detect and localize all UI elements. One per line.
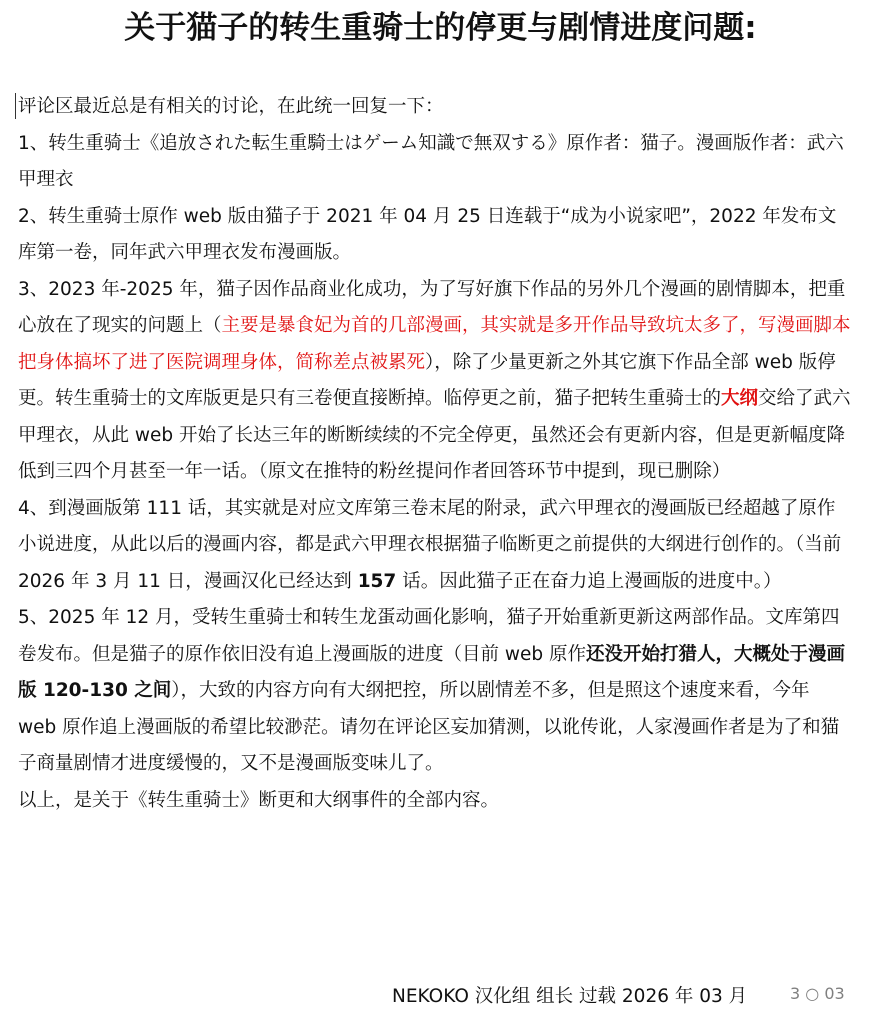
item-4-chapter-count: 157 — [357, 570, 397, 592]
closing-paragraph: 以上，是关于《转生重骑士》断更和大纲事件的全部内容。 — [18, 789, 500, 811]
item-3-text-c: 交给了武六甲理衣，从此 web 开始了长达三年的断断续续的不完全停更，虽然还会有更新内容，但是更新幅度降低到三四个月甚至一年一话。（原文在推特的粉丝提问作者回答环节中提到，现已删除） — [18, 388, 851, 482]
item-3-paragraph — [18, 272, 853, 491]
item-3-outline-emphasis: 大纲 — [721, 388, 759, 409]
item-5-text-a: 5、2025 年 12 月，受转生重骑士和转生龙蛋动画化影响，猫子开始重新更新这两部作品。文库第四卷发布。但是猫子的原作依旧没有追上漫画版的进度（目前 web 原作 — [18, 607, 840, 665]
item-5-paragraph — [18, 600, 853, 783]
item-1-paragraph: 1、转生重骑士《追放された転生重騎士はゲーム知識で無双する》原作者：猫子。漫画版作者：武六甲理衣 — [18, 132, 844, 190]
signature-line: NEKOKO 汉化组 组长 过载 2026 年 03 月 — [392, 986, 748, 1007]
document-title: 关于猫子的转生重骑士的停更与剧情进度问题: — [124, 10, 757, 46]
item-3-text-b: ），除了少量更新之外其它旗下作品全部 web 版停更。转生重骑士的文库版更是只有三卷便直接断掉。临停更之前，猫子把转生重骑士的 — [18, 351, 836, 409]
item-4-text-b: 话。因此猫子正在奋力追上漫画版的进度中。） — [396, 570, 782, 592]
document-body — [18, 89, 853, 819]
item-5-progress-emphasis: 还没开始打猎人，大概处于漫画版 120-130 之间 — [18, 643, 846, 701]
item-5-text-b: ），大致的内容方向有大纲把控，所以剧情差不多，但是照这个速度来看，今年 web 原作追上漫画版的希望比较渺茫。请勿在评论区妄加猜测，以讹传讹，人家漫画作者是为了和猫子商量剧情才进度缓慢的，又不是漫画版变味儿了。 — [18, 680, 840, 774]
text-cursor — [15, 93, 16, 119]
item-2-paragraph: 2、转生重骑士原作 web 版由猫子于 2021 年 04 月 25 日连载于“成为小说家吧”，2022 年发布文库第一卷，同年武六甲理衣发布漫画版。 — [18, 205, 837, 263]
item-4-paragraph — [18, 491, 853, 601]
item-4-text-a: 4、到漫画版第 111 话，其实就是对应文库第三卷末尾的附录，武六甲理衣的漫画版已经超越了原作小说进度，从此以后的漫画内容，都是武六甲理衣根据猫子临断更之前提供的大纲进行创作的。（当前 2026 年 3 月 11 日，漫画汉化已经达到 — [18, 497, 842, 592]
corner-watermark: 3 ○ 03 — [790, 984, 845, 1003]
intro-paragraph: 评论区最近总是有相关的讨论，在此统一回复一下： — [18, 96, 444, 117]
item-3-red-note: 主要是暴食妃为首的几部漫画，其实就是多开作品导致坑太多了，写漫画脚本把身体搞坏了进了医院调理身体，简称差点被累死 — [18, 315, 851, 373]
item-3-text-a: 3、2023 年-2025 年，猫子因作品商业化成功，为了写好旗下作品的另外几个漫画的剧情脚本，把重心放在了现实的问题上（ — [18, 278, 846, 336]
